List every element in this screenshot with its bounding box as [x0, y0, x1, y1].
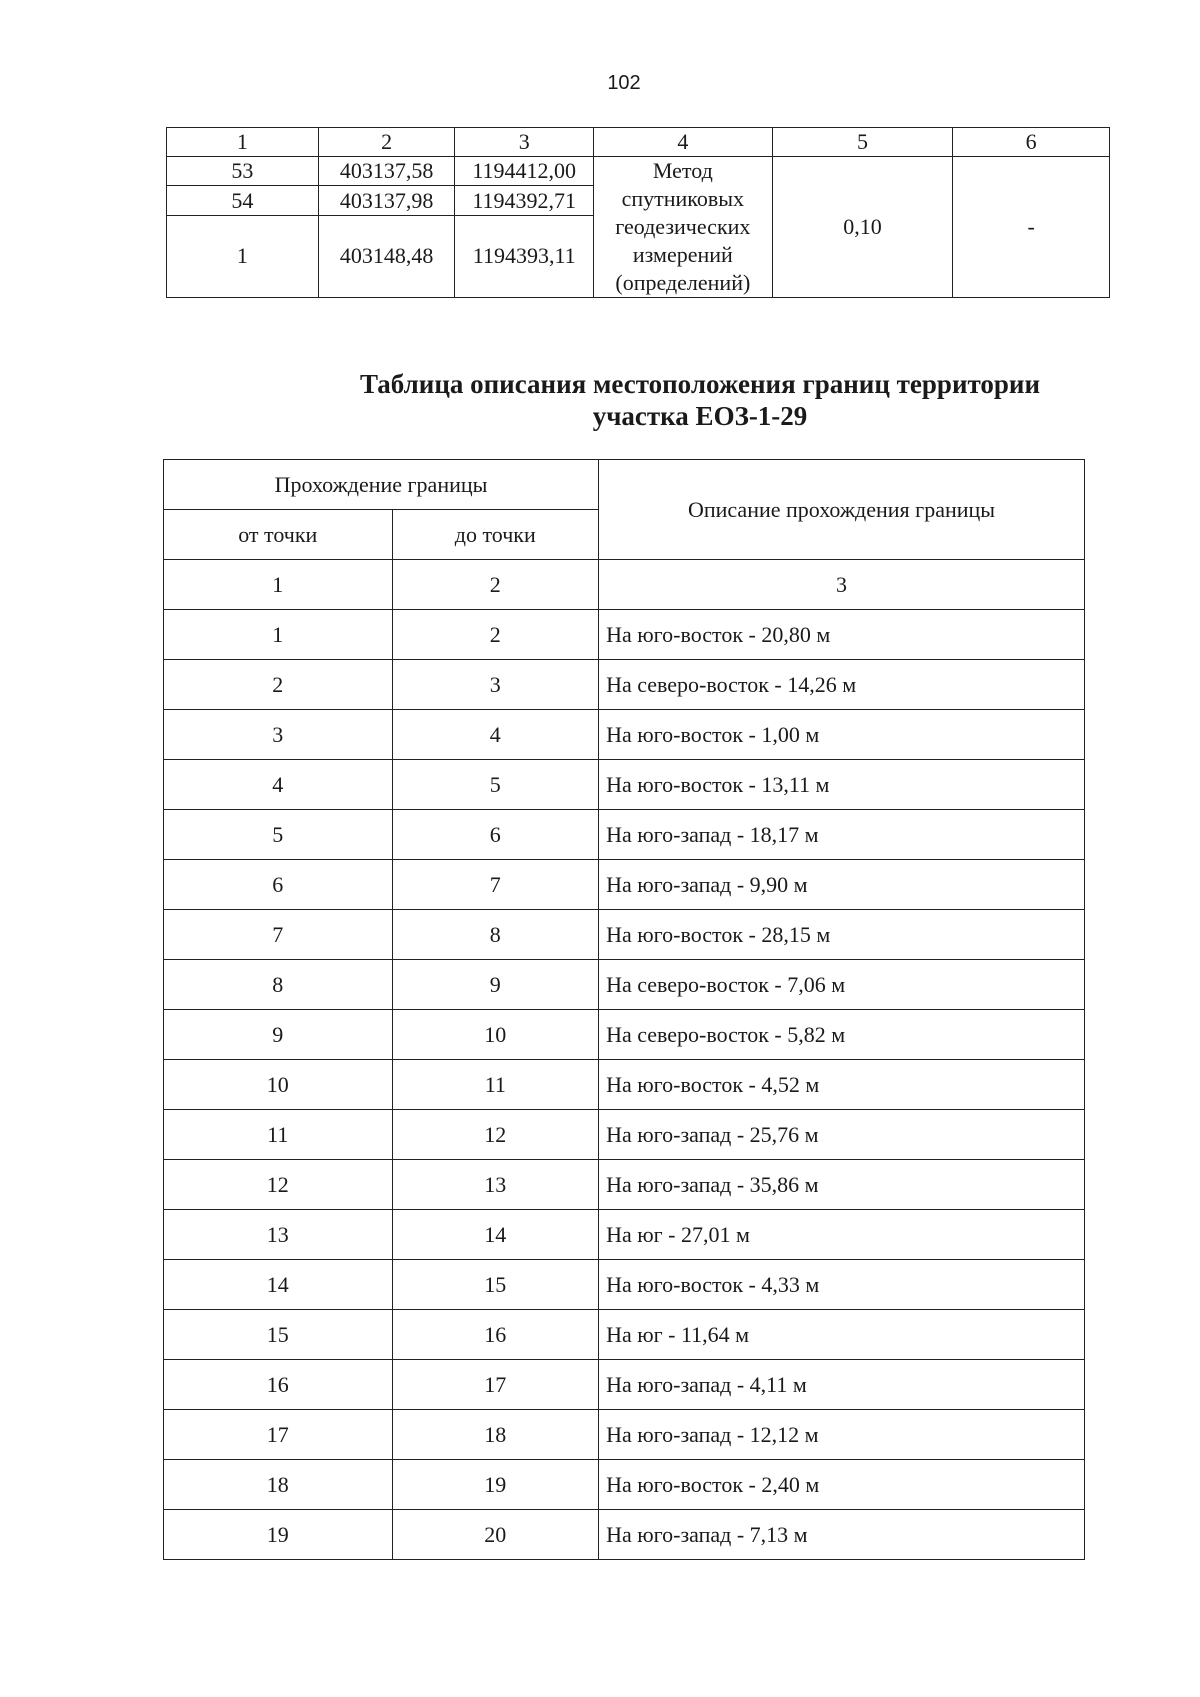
description-cell: На юго-восток - 13,11 м — [599, 760, 1085, 810]
description-cell: На юго-восток - 1,00 м — [599, 710, 1085, 760]
table-row — [164, 1110, 1085, 1160]
to-point-cell: 8 — [392, 910, 599, 960]
header-cell: 3 — [455, 128, 594, 157]
table-number-row — [164, 560, 1085, 610]
to-point-cell: 9 — [392, 960, 599, 1010]
description-cell: На юго-запад - 25,76 м — [599, 1110, 1085, 1160]
table-row — [164, 1210, 1085, 1260]
table-title — [0, 368, 1200, 432]
to-point-cell: 18 — [392, 1410, 599, 1460]
description-cell: На юго-восток - 28,15 м — [599, 910, 1085, 960]
description-cell: На юго-восток - 4,52 м — [599, 1060, 1085, 1110]
from-point-cell: 10 — [164, 1060, 393, 1110]
from-point-cell: 8 — [164, 960, 393, 1010]
description-cell: На юго-запад - 7,13 м — [599, 1510, 1085, 1560]
column-number: 2 — [392, 560, 599, 610]
table-row — [164, 1310, 1085, 1360]
description-cell: На юго-восток - 4,33 м — [599, 1260, 1085, 1310]
coord-y: 1194412,00 — [455, 157, 594, 186]
from-point-cell: 15 — [164, 1310, 393, 1360]
to-point-cell: 15 — [392, 1260, 599, 1310]
from-point-cell: 19 — [164, 1510, 393, 1560]
coord-y: 1194392,71 — [455, 186, 594, 215]
coord-x: 403137,58 — [318, 157, 455, 186]
to-point-cell: 4 — [392, 710, 599, 760]
coord-y: 1194393,11 — [455, 215, 594, 297]
from-point-cell: 2 — [164, 660, 393, 710]
description-cell: На юг - 27,01 м — [599, 1210, 1085, 1260]
table-row — [164, 1410, 1085, 1460]
from-point-cell: 5 — [164, 810, 393, 860]
description-cell: На юго-восток - 2,40 м — [599, 1460, 1085, 1510]
to-point-cell: 2 — [392, 610, 599, 660]
from-point-cell: 9 — [164, 1010, 393, 1060]
accuracy-cell: 0,10 — [772, 157, 953, 298]
table-row — [164, 1060, 1085, 1110]
description-cell: На северо-восток - 7,06 м — [599, 960, 1085, 1010]
method-cell: Метод спутниковых геодезических измерений (определений) — [594, 157, 773, 298]
table-row — [164, 810, 1085, 860]
description-cell: На юго-запад - 9,90 м — [599, 860, 1085, 910]
to-point-cell: 12 — [392, 1110, 599, 1160]
table-row — [164, 910, 1085, 960]
description-cell: На юго-восток - 20,80 м — [599, 610, 1085, 660]
header-desc-cell: Описание прохождения границы — [599, 460, 1085, 560]
description-cell: На северо-восток - 14,26 м — [599, 660, 1085, 710]
point-number: 53 — [167, 157, 319, 186]
header-cell: 5 — [772, 128, 953, 157]
coordinates-table — [166, 127, 1110, 298]
to-point-cell: 20 — [392, 1510, 599, 1560]
table-header-row — [167, 128, 1110, 157]
point-number: 54 — [167, 186, 319, 215]
header-cell: 2 — [318, 128, 455, 157]
table-row — [164, 1360, 1085, 1410]
to-point-cell: 17 — [392, 1360, 599, 1410]
boundary-description-table — [163, 459, 1085, 1560]
to-point-cell: 13 — [392, 1160, 599, 1210]
description-cell: На юго-запад - 4,11 м — [599, 1360, 1085, 1410]
from-point-cell: 14 — [164, 1260, 393, 1310]
description-cell: На северо-восток - 5,82 м — [599, 1010, 1085, 1060]
header-cell: 1 — [167, 128, 319, 157]
coord-x: 403148,48 — [318, 215, 455, 297]
to-point-cell: 10 — [392, 1010, 599, 1060]
column-number: 1 — [164, 560, 393, 610]
from-point-cell: 17 — [164, 1410, 393, 1460]
description-cell: На юго-запад - 35,86 м — [599, 1160, 1085, 1210]
to-point-cell: 5 — [392, 760, 599, 810]
to-point-cell: 7 — [392, 860, 599, 910]
table-title-line: Таблица описания местоположения границ территории — [359, 369, 1041, 399]
from-point-cell: 12 — [164, 1160, 393, 1210]
to-point-cell: 14 — [392, 1210, 599, 1260]
from-point-cell: 18 — [164, 1460, 393, 1510]
table-row — [164, 1460, 1085, 1510]
from-point-cell: 11 — [164, 1110, 393, 1160]
table-row — [164, 610, 1085, 660]
from-point-cell: 6 — [164, 860, 393, 910]
table-row — [164, 860, 1085, 910]
table-row — [164, 1010, 1085, 1060]
page-number: 102 — [607, 72, 641, 94]
table-row — [164, 760, 1085, 810]
description-cell: На юго-запад - 18,17 м — [599, 810, 1085, 860]
point-number: 1 — [167, 215, 319, 297]
table-row — [164, 1260, 1085, 1310]
description-cell: На юго-запад - 12,12 м — [599, 1410, 1085, 1460]
table-row — [167, 157, 1110, 186]
table-row — [164, 960, 1085, 1010]
table-title-line: участка ЕОЗ-1-29 — [592, 401, 808, 431]
table-row — [164, 710, 1085, 760]
from-point-cell: 7 — [164, 910, 393, 960]
note-cell: - — [953, 157, 1110, 298]
from-point-cell: 16 — [164, 1360, 393, 1410]
table-row — [164, 1160, 1085, 1210]
from-point-cell: 1 — [164, 610, 393, 660]
table-row — [164, 660, 1085, 710]
coord-x: 403137,98 — [318, 186, 455, 215]
header-cell: 4 — [594, 128, 773, 157]
to-point-cell: 16 — [392, 1310, 599, 1360]
table-row — [164, 1510, 1085, 1560]
column-number: 3 — [599, 560, 1085, 610]
to-point-cell: 11 — [392, 1060, 599, 1110]
description-cell: На юг - 11,64 м — [599, 1310, 1085, 1360]
header-to-cell: до точки — [392, 510, 599, 560]
header-cell: 6 — [953, 128, 1110, 157]
to-point-cell: 19 — [392, 1460, 599, 1510]
header-group-cell: Прохождение границы — [164, 460, 599, 510]
from-point-cell: 13 — [164, 1210, 393, 1260]
to-point-cell: 3 — [392, 660, 599, 710]
table-header-row — [164, 460, 1085, 510]
from-point-cell: 4 — [164, 760, 393, 810]
header-from-cell: от точки — [164, 510, 393, 560]
to-point-cell: 6 — [392, 810, 599, 860]
from-point-cell: 3 — [164, 710, 393, 760]
